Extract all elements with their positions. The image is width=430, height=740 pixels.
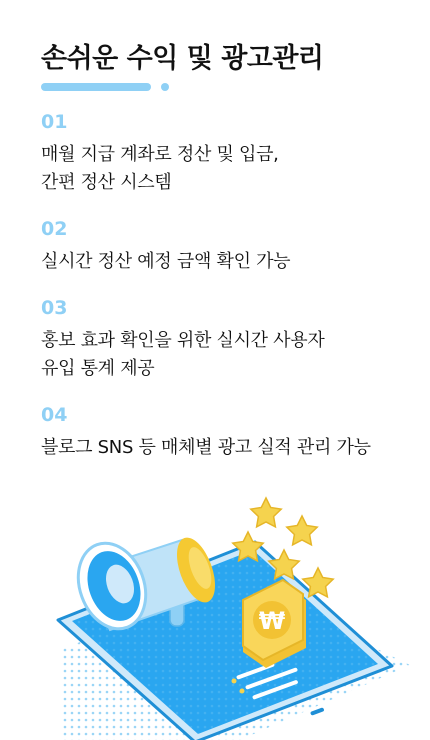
feature-description: 매월 지급 계좌로 정산 및 입금, 간편 정산 시스템	[41, 144, 279, 193]
feature-item-01	[41, 111, 411, 197]
won-symbol: ₩	[258, 607, 286, 635]
feature-item-02	[41, 218, 411, 276]
feature-number: 02	[41, 218, 68, 240]
feature-item-04	[41, 404, 411, 462]
feature-description: 실시간 정산 예정 금액 확인 가능	[41, 251, 291, 272]
feature-description: 블로그 SNS 등 매체별 광고 실적 관리 가능	[41, 437, 371, 458]
title-underline-dot	[161, 83, 169, 91]
title-underline-bar	[41, 83, 151, 91]
feature-item-03	[41, 297, 411, 383]
ad-management-illustration	[0, 480, 430, 740]
feature-number: 01	[41, 111, 68, 133]
feature-number: 03	[41, 297, 68, 319]
page-title: 손쉬운 수익 및 광고관리	[41, 43, 324, 74]
feature-description: 홍보 효과 확인을 위한 실시간 사용자 유입 통계 제공	[41, 330, 325, 379]
feature-number: 04	[41, 404, 68, 426]
